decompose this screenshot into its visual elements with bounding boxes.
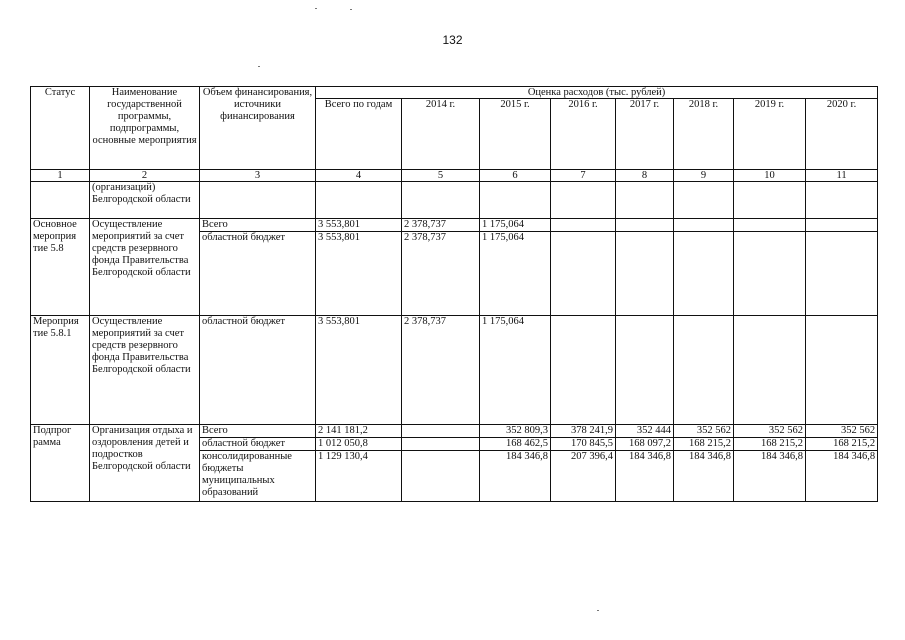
header-year-2015: 2015 г. xyxy=(480,99,551,170)
source-cell: областной бюджет xyxy=(200,232,316,316)
column-number: 4 xyxy=(316,170,402,182)
value-2019: 184 346,8 xyxy=(734,451,806,502)
value-2016: 170 845,5 xyxy=(551,438,616,451)
column-number: 5 xyxy=(402,170,480,182)
value-total: 1 129 130,4 xyxy=(316,451,402,502)
value-2014: 2 378,737 xyxy=(402,316,480,425)
budget-table xyxy=(30,86,878,502)
table-row xyxy=(31,425,878,438)
column-number: 2 xyxy=(90,170,200,182)
column-number: 1 xyxy=(31,170,90,182)
page-number: 132 xyxy=(442,33,463,47)
header-status: Статус xyxy=(31,87,90,170)
header-estimate: Оценка расходов (тыс. рублей) xyxy=(316,87,878,99)
value-2018: 352 562 xyxy=(674,425,734,438)
value-2019: 168 215,2 xyxy=(734,438,806,451)
header-year-2020: 2020 г. xyxy=(806,99,878,170)
value-2015: 1 175,064 xyxy=(480,316,551,425)
source-cell: областной бюджет xyxy=(200,438,316,451)
value-2015: 352 809,3 xyxy=(480,425,551,438)
column-numbers-row xyxy=(31,170,878,182)
value-total: 1 012 050,8 xyxy=(316,438,402,451)
table-row xyxy=(31,219,878,232)
value-2016: 378 241,9 xyxy=(551,425,616,438)
table-row xyxy=(31,316,878,425)
header-name: Наименование государственной программы, подпрограммы, основные мероприятия xyxy=(90,87,200,170)
column-number: 11 xyxy=(806,170,878,182)
value-2017: 352 444 xyxy=(616,425,674,438)
value-2018: 184 346,8 xyxy=(674,451,734,502)
value-2017: 168 097,2 xyxy=(616,438,674,451)
value-2015: 184 346,8 xyxy=(480,451,551,502)
scan-speck xyxy=(350,9,352,10)
header-year-2016: 2016 г. xyxy=(551,99,616,170)
value-2014 xyxy=(402,438,480,451)
source-cell xyxy=(200,182,316,219)
value-total: 3 553,801 xyxy=(316,316,402,425)
status-cell: Мероприя тие 5.8.1 xyxy=(31,316,90,425)
source-cell: областной бюджет xyxy=(200,316,316,425)
value-2014 xyxy=(402,425,480,438)
value-2019: 352 562 xyxy=(734,425,806,438)
value-2020: 168 215,2 xyxy=(806,438,878,451)
value-2018: 168 215,2 xyxy=(674,438,734,451)
header-total: Всего по годам xyxy=(316,99,402,170)
header-volume: Объем финансирования, источники финансирования xyxy=(200,87,316,170)
source-cell: Всего xyxy=(200,425,316,438)
scan-speck xyxy=(597,610,599,611)
name-cell: (организаций) Белгородской области xyxy=(90,182,200,219)
name-cell: Осуществление мероприятий за счет средств резервного фонда Правительства Белгородской области xyxy=(90,316,200,425)
value-2016: 207 396,4 xyxy=(551,451,616,502)
column-number: 9 xyxy=(674,170,734,182)
header-row xyxy=(31,87,878,99)
header-year-2017: 2017 г. xyxy=(616,99,674,170)
value-2015: 1 175,064 xyxy=(480,232,551,316)
status-cell: Подпрог рамма xyxy=(31,425,90,502)
status-cell xyxy=(31,182,90,219)
value-2020: 352 562 xyxy=(806,425,878,438)
status-cell: Основное мероприя тие 5.8 xyxy=(31,219,90,316)
value-2017: 184 346,8 xyxy=(616,451,674,502)
value-2015: 1 175,064 xyxy=(480,219,551,232)
value-total: 3 553,801 xyxy=(316,219,402,232)
column-number: 6 xyxy=(480,170,551,182)
column-number: 8 xyxy=(616,170,674,182)
value-2014: 2 378,737 xyxy=(402,232,480,316)
name-cell: Осуществление мероприятий за счет средств резервного фонда Правительства Белгородской области xyxy=(90,219,200,316)
value-total: 3 553,801 xyxy=(316,232,402,316)
header-year-2014: 2014 г. xyxy=(402,99,480,170)
column-number: 3 xyxy=(200,170,316,182)
name-cell: Организация отдыха и оздоровления детей и подростков Белгородской области xyxy=(90,425,200,502)
value-total: 2 141 181,2 xyxy=(316,425,402,438)
column-number: 10 xyxy=(734,170,806,182)
continuation-row xyxy=(31,182,878,219)
value-2014: 2 378,737 xyxy=(402,219,480,232)
source-cell: Всего xyxy=(200,219,316,232)
source-cell: консолидированные бюджеты муниципальных образований xyxy=(200,451,316,502)
header-year-2018: 2018 г. xyxy=(674,99,734,170)
scan-speck xyxy=(315,8,317,9)
scan-speck xyxy=(258,66,260,67)
value-2015: 168 462,5 xyxy=(480,438,551,451)
header-year-2019: 2019 г. xyxy=(734,99,806,170)
value-2014 xyxy=(402,451,480,502)
value-2020: 184 346,8 xyxy=(806,451,878,502)
column-number: 7 xyxy=(551,170,616,182)
